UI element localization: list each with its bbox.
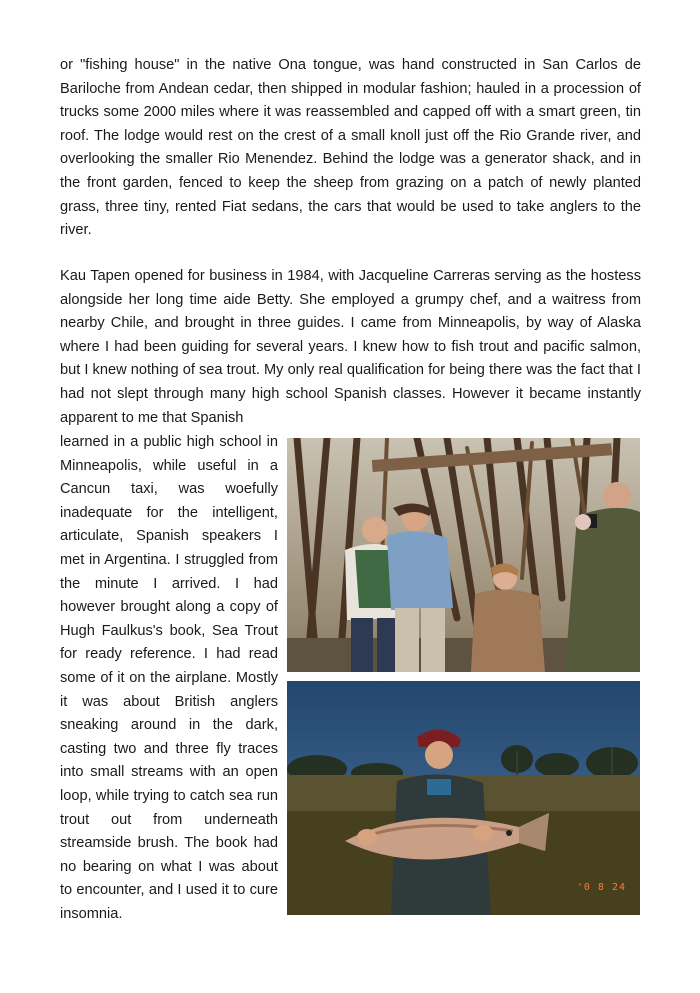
photo-group-by-wooden-shelter [287, 438, 640, 672]
photo-angler-holding-sea-trout [287, 681, 640, 915]
paragraph-3-wrapped: learned in a public high school in Minneapolis, while useful in a Cancun taxi, was woefully inadequate for the intelligent, articulate, Spanish speakers I met in Argentina. I struggled from the minute I arrived. I had however brought along a copy of Hugh Faulkus's book, Sea Trout for ready reference. I had read some of it on the airplane. Mostly it was about British anglers sneaking around in the dark, casting two and three fly traces into small streams with an open loop, while trying to catch sea run trout out from underneath streamside brush. The book had no bearing on what I was about to encounter, and I used it to cure insomnia. [60, 434, 278, 922]
paragraph-1: or "fishing house" in the native Ona tongue, was hand constructed in San Carlos de Bariloche from Andean cedar, then shipped in modular fashion; hauled in a procession of trucks some 2000 miles where it was reassembled and capped off with a smart green, tin roof. The lodge would rest on the crest of a small knoll just off the Rio Grande river, and overlooking the smaller Rio Menendez. Behind the lodge was a generator shack, and in the front garden, fenced to keep the sheep from grazing on a patch of newly planted grass, three tiny, rented Fiat sedans, the cars that would be used to take anglers to the river. [60, 57, 641, 239]
paragraph-2: Kau Tapen opened for business in 1984, with Jacqueline Carreras serving as the hostess alongside her long time aide Betty. She employed a grumpy chef, and a waitress from nearby Chile, and brought in three guides. I came from Minneapolis, by way of Alaska where I had been guiding for several years. I knew how to fish trout and pacific salmon, but I knew nothing of sea trout. My only real qualification for being there was the fact that I had not slept through many high school Spanish classes. However it became instantly apparent to me that Spanish [60, 268, 641, 426]
photo-date-stamp: '0 8 24 [576, 882, 626, 893]
